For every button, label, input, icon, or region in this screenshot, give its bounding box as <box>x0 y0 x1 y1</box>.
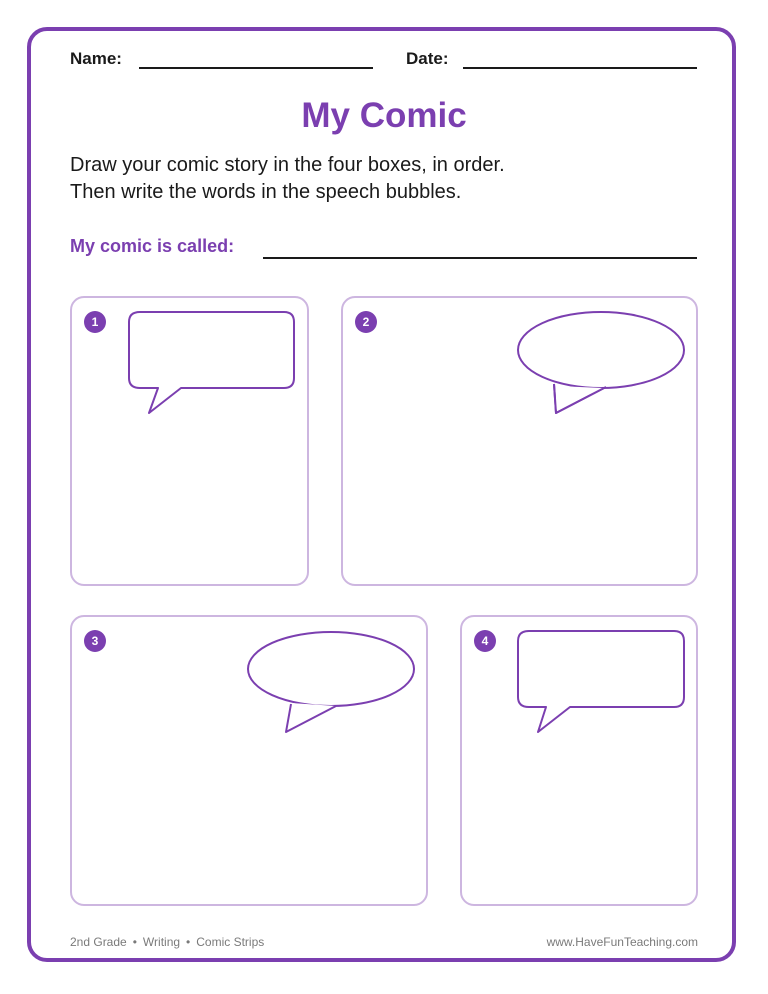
speech-bubble-oval <box>343 298 700 588</box>
footer-tags <box>70 935 264 949</box>
bullet-icon: • <box>186 935 191 949</box>
comic-title-label: My comic is called: <box>70 236 235 256</box>
panel-number-badge: 4 <box>474 630 496 652</box>
name-label: Name: <box>70 49 122 68</box>
panel-number-badge: 2 <box>355 311 377 333</box>
comic-panel-1[interactable] <box>70 296 309 586</box>
speech-bubble-rect <box>462 617 700 908</box>
date-field[interactable] <box>463 67 697 69</box>
name-field[interactable] <box>139 67 373 69</box>
footer-tag-topic: Comic Strips <box>196 935 265 949</box>
instruction-line-2: Then write the words in the speech bubbles. <box>70 181 462 203</box>
footer-website[interactable]: www.HaveFunTeaching.com <box>546 935 698 949</box>
page-title: My Comic <box>301 96 467 135</box>
speech-bubble-oval <box>72 617 430 908</box>
comic-panel-2[interactable] <box>341 296 698 586</box>
comic-panel-4[interactable] <box>460 615 698 906</box>
comic-panel-3[interactable] <box>70 615 428 906</box>
footer-tag-grade: 2nd Grade <box>70 935 127 949</box>
instruction-line-1: Draw your comic story in the four boxes, in order. <box>70 154 505 176</box>
date-label: Date: <box>406 49 449 68</box>
footer-tag-subject: Writing <box>142 935 181 949</box>
panel-number-badge: 1 <box>84 311 106 333</box>
speech-bubble-rect <box>72 298 311 588</box>
panel-number-badge: 3 <box>84 630 106 652</box>
comic-title-field[interactable] <box>263 257 697 259</box>
bullet-icon: • <box>132 935 137 949</box>
